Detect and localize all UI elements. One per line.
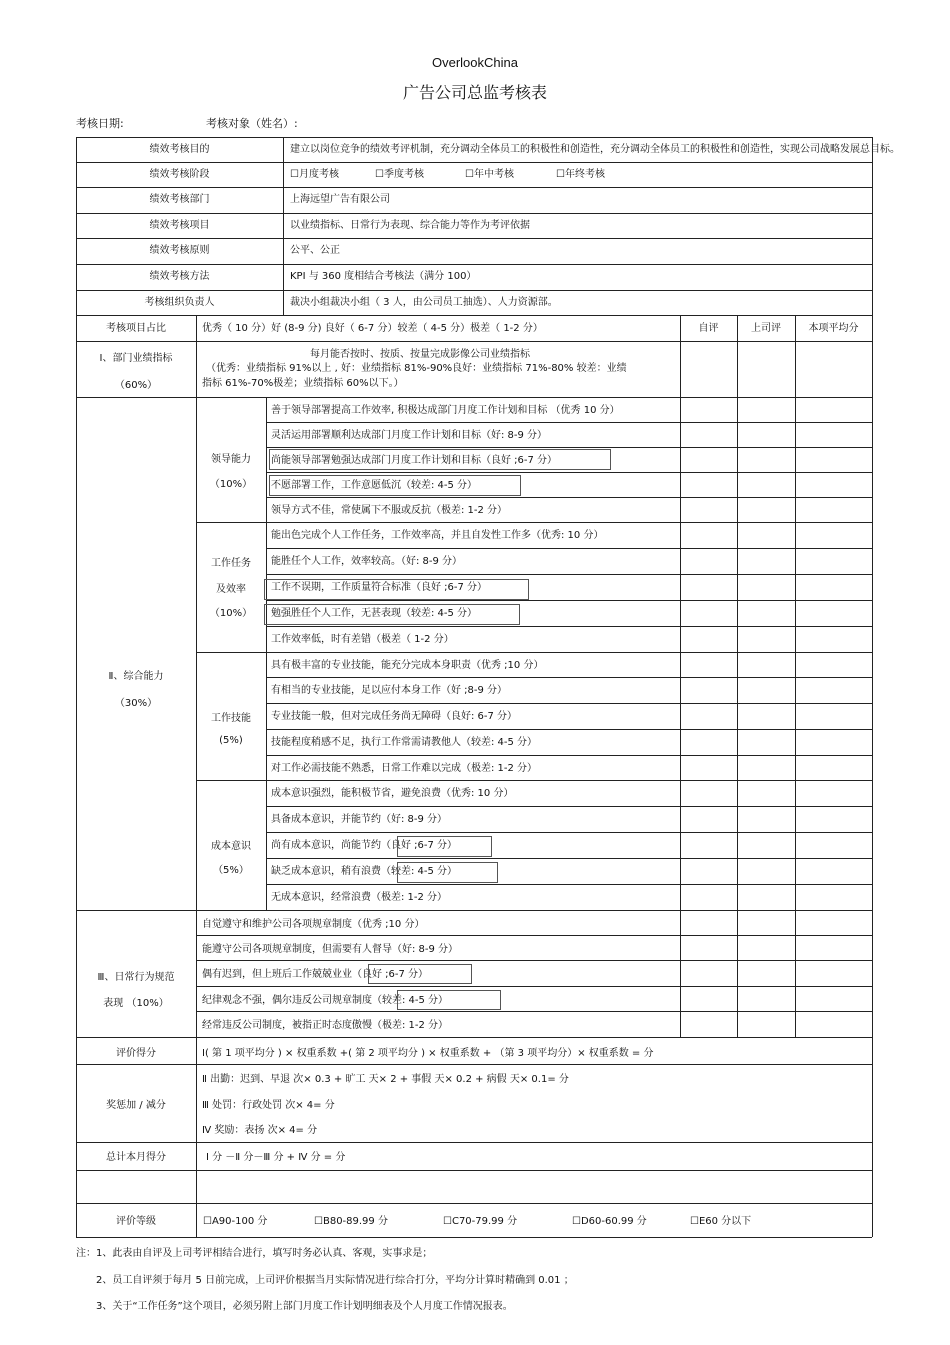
table-rule: [266, 422, 872, 423]
bonus-line: Ⅲ 处罚：行政处罚 次× 4= 分: [202, 1100, 335, 1111]
section1-pct: （60%）: [114, 380, 158, 391]
info-label: 绩效考核项目: [149, 220, 210, 231]
table-rule: [737, 315, 738, 1037]
table-rule: [266, 729, 872, 730]
behavior-item: 能遵守公司各项规章制度，但需要有人督导（好: 8-9 分）: [202, 944, 459, 955]
section1-line2: （优秀：业绩指标 91%以上 , 好：业绩指标 81%-90%良好：业绩指标 71%-80% 较差：业绩: [206, 363, 627, 374]
grade-option: ☐A90-100 分: [203, 1216, 268, 1227]
boss-score-header: 上司评: [751, 323, 781, 334]
table-rule: [196, 522, 872, 523]
behavior-item: 自觉遵守和维护公司各项规章制度（优秀 ;10 分）: [202, 919, 425, 930]
table-rule: [872, 137, 873, 1237]
group-name-leadership: 领导能力: [211, 454, 251, 465]
criteria-item: 工作效率低，时有差错（极差（ 1-2 分）: [271, 634, 454, 645]
group-name-tasks-2: 及效率: [216, 584, 246, 595]
criteria-item: 工作不误期，工作质量符合标准（良好 ;6-7 分）: [271, 582, 488, 593]
table-rule: [76, 213, 872, 214]
criteria-item: 尚能领导部署勉强达成部门月度工作计划和目标（良好 ;6-7 分）: [271, 455, 558, 466]
table-rule: [266, 626, 872, 627]
criteria-item: 灵活运用部署顺利达成部门月度工作计划和目标（好: 8-9 分）: [271, 430, 548, 441]
criteria-item: 成本意识强烈，能积极节省，避免浪费（优秀: 10 分）: [271, 788, 514, 799]
table-rule: [266, 755, 872, 756]
section2-pct: （30%）: [114, 698, 158, 709]
table-rule: [76, 187, 872, 188]
table-rule: [76, 397, 872, 398]
info-value: 上海远望广告有限公司: [290, 194, 390, 205]
inline-frame: [264, 604, 520, 625]
bonus-label: 奖惩加 / 减分: [106, 1100, 166, 1111]
date-label: 考核日期:: [76, 117, 124, 130]
stage-checkbox: ☐季度考核: [375, 169, 424, 180]
section3-pct: 表现 （10%）: [103, 998, 169, 1009]
table-rule: [196, 341, 197, 1037]
criteria-item: 对工作必需技能不熟悉，日常工作难以完成（极差: 1-2 分）: [271, 763, 538, 774]
table-rule: [266, 832, 872, 833]
table-rule: [76, 162, 872, 163]
criteria-item: 能胜任个人工作，效率较高。（好: 8-9 分）: [271, 556, 463, 567]
inline-frame: [269, 475, 521, 496]
table-rule: [196, 935, 872, 936]
scale-label: 考核项目占比: [106, 323, 166, 334]
table-rule: [76, 137, 77, 1237]
criteria-item: 能出色完成个人工作任务，工作效率高，并且自发性工作多（优秀: 10 分）: [271, 530, 604, 541]
table-rule: [196, 986, 872, 987]
info-label: 绩效考核阶段: [149, 169, 210, 180]
stage-checkbox: ☐年中考核: [465, 169, 514, 180]
group-name-skills: 工作技能: [211, 713, 251, 724]
grade-option: ☐D60-60.99 分: [572, 1216, 647, 1227]
table-rule: [680, 397, 681, 1037]
section1-line3: 指标 61%-70%极差；业绩指标 60%以下。）: [202, 378, 404, 389]
score-formula: Ⅰ( 第 1 项平均分 ) × 权重系数 +( 第 2 项平均分 ) × 权重系数 + （第 3 项平均分）× 权重系数 = 分: [202, 1048, 654, 1059]
stage-checkbox: ☐月度考核: [290, 169, 339, 180]
info-value: 裁决小组裁决小组（ 3 人，由公司员工抽选）、人力资源部。: [290, 297, 558, 308]
inline-frame: [368, 964, 472, 984]
info-label: 绩效考核方法: [149, 271, 210, 282]
group-pct-leadership: （10%）: [209, 479, 253, 490]
note-3: 3、关于“工作任务”这个项目，必须另附上部门月度工作计划明细表及个人月度工作情况报表。: [96, 1301, 513, 1312]
section1-line1: 每月能否按时、按质、按量完成影像公司业绩指标: [310, 349, 530, 360]
table-rule: [266, 497, 872, 498]
table-rule: [266, 677, 872, 678]
group-pct-tasks: （10%）: [209, 608, 253, 619]
criteria-item: 技能程度稍感不足，执行工作常需请教他人（较差: 4-5 分）: [271, 737, 538, 748]
info-value: KPI 与 360 度相结合考核法（满分 100）: [290, 271, 477, 282]
criteria-item: 专业技能一般，但对完成任务尚无障碍（良好: 6-7 分）: [271, 711, 518, 722]
table-rule: [76, 910, 872, 911]
table-rule: [196, 1037, 197, 1237]
table-rule: [266, 884, 872, 885]
grade-option: ☐C70-79.99 分: [443, 1216, 518, 1227]
total-formula: Ⅰ 分 －Ⅱ 分－Ⅲ 分 + Ⅳ 分 = 分: [206, 1152, 346, 1163]
section2-label: Ⅱ、综合能力: [108, 671, 164, 682]
table-rule: [266, 600, 872, 601]
grade-label: 评价等级: [116, 1216, 156, 1227]
inline-frame: [397, 862, 498, 883]
table-rule: [266, 548, 872, 549]
table-rule: [266, 472, 872, 473]
table-rule: [196, 315, 197, 341]
table-rule: [283, 137, 284, 315]
table-rule: [76, 1237, 872, 1238]
criteria-item: 具有极丰富的专业技能，能充分完成本身职责（优秀 ;10 分）: [271, 660, 544, 671]
group-name-cost: 成本意识: [211, 841, 251, 852]
grade-option: ☐B80-89.99 分: [314, 1216, 388, 1227]
info-label: 考核组织负责人: [144, 297, 215, 308]
table-rule: [266, 858, 872, 859]
criteria-item: 不愿部署工作，工作意愿低沉（较差: 4-5 分）: [271, 480, 478, 491]
group-name-tasks: 工作任务: [211, 558, 251, 569]
info-value: 公平、公正: [290, 245, 340, 256]
table-rule: [76, 264, 872, 265]
table-rule: [266, 703, 872, 704]
bonus-line: Ⅳ 奖励：表扬 次× 4= 分: [202, 1125, 318, 1136]
criteria-item: 善于领导部署提高工作效率, 积极达成部门月度工作计划和目标 （优秀 10 分）: [271, 405, 620, 416]
behavior-item: 经常违反公司制度，被指正时态度傲慢（极差: 1-2 分）: [202, 1020, 449, 1031]
criteria-item: 勉强胜任个人工作，无甚表现（较差: 4-5 分）: [271, 608, 478, 619]
table-rule: [76, 238, 872, 239]
inline-frame: [397, 990, 501, 1010]
group-pct-skills: (5%): [219, 735, 243, 746]
brand-name: OverlookChina: [432, 55, 518, 70]
bonus-line: Ⅱ 出勤：迟到、早退 次× 0.3 + 旷工 天× 2 + 事假 天× 0.2 + 病假 天× 0.1= 分: [202, 1074, 569, 1085]
group-pct-cost: （5%）: [213, 865, 249, 876]
self-score-header: 自评: [698, 323, 719, 334]
table-rule: [266, 574, 872, 575]
behavior-item: 纪律观念不强，偶尔违反公司规章制度（较差: 4-5 分）: [202, 995, 449, 1006]
info-value: 以业绩指标、日常行为表现、综合能力等作为考评依据: [290, 220, 530, 231]
note-1: 注：1、此表由自评及上司考评相结合进行，填写时务必认真、客观，实事求是；: [76, 1248, 433, 1259]
criteria-item: 尚有成本意识，尚能节约（良好 ;6-7 分）: [271, 840, 458, 851]
grade-option: ☐E60 分以下: [690, 1216, 752, 1227]
info-value: 建立以岗位竞争的绩效考评机制，充分调动全体员工的积极性和创造性，充分调动全体员工的积极性和创造性，实现公司战略发展总目标。: [290, 144, 900, 155]
criteria-item: 缺乏成本意识，稍有浪费（较差: 4-5 分）: [271, 866, 458, 877]
table-rule: [76, 290, 872, 291]
score-label: 评价得分: [116, 1048, 156, 1059]
table-rule: [795, 315, 796, 1037]
section1-label: Ⅰ、部门业绩指标: [99, 353, 173, 364]
criteria-item: 具备成本意识，并能节约（好: 8-9 分）: [271, 814, 448, 825]
inline-frame: [269, 449, 611, 470]
scale-value: 优秀（ 10 分）好 (8-9 分) 良好（ 6-7 分）较差（ 4-5 分）极差（ 1-2 分）: [202, 323, 543, 334]
table-rule: [76, 137, 872, 138]
table-rule: [266, 806, 872, 807]
info-label: 绩效考核目的: [149, 144, 210, 155]
table-rule: [266, 397, 267, 910]
inline-frame: [264, 579, 529, 600]
note-2: 2、员工自评须于每月 5 日前完成，上司评价根据当月实际情况进行综合打分，平均分计算时精确到 0.01 ；: [96, 1275, 574, 1286]
criteria-item: 领导方式不佳，常使属下不服或反抗（极差: 1-2 分）: [271, 505, 508, 516]
page-title: 广告公司总监考核表: [402, 83, 547, 102]
inline-frame: [397, 836, 492, 857]
criteria-item: 有相当的专业技能，足以应付本身工作（好 ;8-9 分）: [271, 685, 508, 696]
info-label: 绩效考核部门: [149, 194, 210, 205]
section3-label: Ⅲ、日常行为规范: [97, 972, 175, 983]
info-label: 绩效考核原则: [149, 245, 210, 256]
target-label: 考核对象（姓名）:: [206, 117, 298, 130]
table-rule: [196, 960, 872, 961]
table-rule: [680, 315, 681, 397]
avg-score-header: 本项平均分: [808, 323, 859, 334]
behavior-item: 偶有迟到，但上班后工作兢兢业业（良好 ;6-7 分）: [202, 969, 429, 980]
table-rule: [196, 780, 872, 781]
total-label: 总计本月得分: [106, 1152, 166, 1163]
table-rule: [266, 447, 872, 448]
table-rule: [196, 1011, 872, 1012]
stage-checkbox: ☐年终考核: [556, 169, 605, 180]
table-rule: [196, 652, 872, 653]
criteria-item: 无成本意识，经常浪费（极差: 1-2 分）: [271, 892, 448, 903]
